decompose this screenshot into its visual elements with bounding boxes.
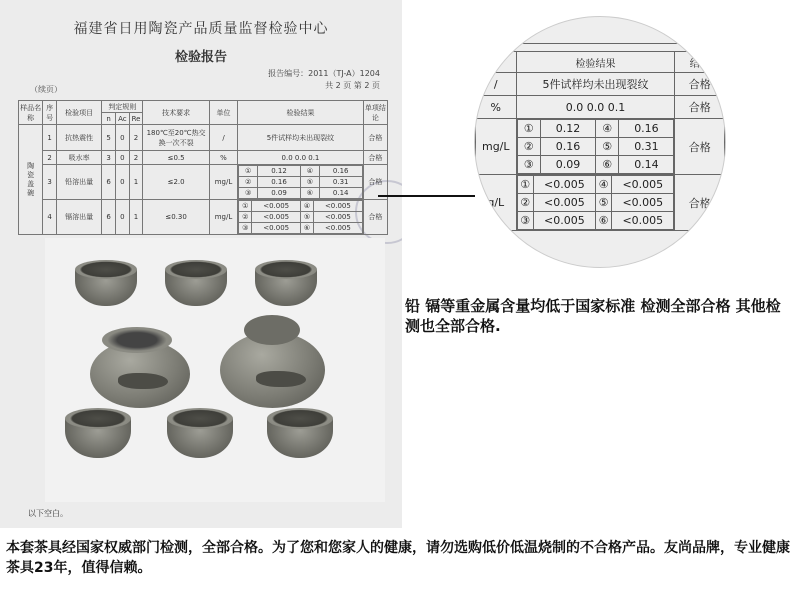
sub-value: <0.005 xyxy=(252,223,301,234)
zoom-magnifier xyxy=(474,16,726,268)
sub-index: ⑥ xyxy=(300,223,313,234)
row-unit: mg/L xyxy=(209,165,237,200)
zoom-row2-pass: 合格 xyxy=(675,96,725,119)
report-org-title: 福建省日用陶瓷产品质量监督检验中心 xyxy=(73,21,329,37)
sub-value: 0.31 xyxy=(619,138,674,156)
sub-index: ② xyxy=(517,194,533,212)
row-requirement: ≤0.5 xyxy=(143,151,209,165)
col-unit: 单位 xyxy=(209,101,237,125)
row-ac: 0 xyxy=(115,125,129,151)
table-row xyxy=(19,125,388,151)
sub-index: ⑤ xyxy=(595,194,611,212)
teacup xyxy=(65,408,131,458)
row-re: 1 xyxy=(129,165,143,200)
row-unit: % xyxy=(209,151,237,165)
sub-value: 0.16 xyxy=(619,120,674,138)
zoom-cd-subtable xyxy=(517,175,675,230)
sub-value: 0.16 xyxy=(258,177,301,188)
row-item: 抗热震性 xyxy=(56,125,101,151)
row-ac: 0 xyxy=(115,151,129,165)
sub-value: 0.14 xyxy=(619,156,674,174)
sub-index: ⑤ xyxy=(300,212,313,223)
row-requirement: ≤2.0 xyxy=(143,165,209,200)
sub-index: ④ xyxy=(300,201,313,212)
sub-index: ② xyxy=(517,138,540,156)
zoom-conclusion-header: 结论 xyxy=(675,52,725,73)
zoom-lead-subtable xyxy=(517,119,675,174)
teacup xyxy=(267,408,333,458)
row-conclusion: 合格 xyxy=(363,200,387,235)
zoom-row2-unit: % xyxy=(476,96,517,119)
sub-index: ③ xyxy=(517,156,540,174)
row-re: 2 xyxy=(129,125,143,151)
sub-index: ③ xyxy=(239,223,252,234)
zoom-lead-cell xyxy=(516,119,675,175)
continued-label: （续页） xyxy=(30,85,62,94)
zoom-result-header: 检验结果 xyxy=(516,52,675,73)
row-result: 0.0 0.0 0.1 xyxy=(238,151,363,165)
sub-index: ① xyxy=(239,201,252,212)
sub-value: 0.14 xyxy=(319,188,362,199)
sub-index: ⑤ xyxy=(595,138,618,156)
sub-value: <0.005 xyxy=(533,194,595,212)
row-ac: 0 xyxy=(115,165,129,200)
sub-value: 0.31 xyxy=(319,177,362,188)
row-seq: 2 xyxy=(43,151,57,165)
report-table xyxy=(18,100,388,235)
row-ac: 0 xyxy=(115,200,129,235)
row-n: 5 xyxy=(102,125,116,151)
sub-value: 0.09 xyxy=(258,188,301,199)
report-subtitle: 检验报告 xyxy=(174,50,227,65)
sub-index: ⑥ xyxy=(300,188,319,199)
sub-index: ③ xyxy=(517,212,533,230)
teapot xyxy=(220,313,325,408)
col-seq: 序号 xyxy=(43,101,57,125)
sub-index: ② xyxy=(239,177,258,188)
report-number: 报告编号：2011（TJ-A）1204 xyxy=(268,69,380,78)
row-conclusion: 合格 xyxy=(363,151,387,165)
sub-value: <0.005 xyxy=(314,223,363,234)
lead-result-cell xyxy=(238,165,363,200)
sub-value: <0.005 xyxy=(533,176,595,194)
row-re: 2 xyxy=(129,151,143,165)
heavy-metal-note: 铅 镉等重金属含量均低于国家标准 检测全部合格 其他检测也全部合格. xyxy=(405,297,781,335)
sub-value: 0.16 xyxy=(540,138,595,156)
bottom-statement: 本套茶具经国家权威部门检测，全部合格。为了您和您家人的健康，请勿选购低价低温烧制的不合格产品。友尚品牌，专业健康茶具23年，值得信赖。 xyxy=(6,540,790,576)
row-re: 1 xyxy=(129,200,143,235)
sub-value: <0.005 xyxy=(314,201,363,212)
table-row xyxy=(19,200,388,235)
teacup xyxy=(167,408,233,458)
zoom-lead-pass: 合格 xyxy=(675,119,725,175)
zoom-row2-result: 0.0 0.0 0.1 xyxy=(516,96,675,119)
sub-index: ④ xyxy=(300,166,319,177)
sub-index: ① xyxy=(517,120,540,138)
zoom-row1-result: 5件试样均未出现裂纹 xyxy=(516,73,675,96)
row-requirement: ≤0.30 xyxy=(143,200,209,235)
sub-value: 0.16 xyxy=(319,166,362,177)
fairness-pitcher xyxy=(90,323,190,408)
col-n: n xyxy=(102,113,116,125)
sub-index: ④ xyxy=(595,176,611,194)
sub-index: ① xyxy=(517,176,533,194)
row-result: 5件试样均未出现裂纹 xyxy=(238,125,363,151)
row-seq: 1 xyxy=(43,125,57,151)
sample-name-cell: 陶瓷盖碗 xyxy=(19,125,43,235)
row-item: 铅溶出量 xyxy=(56,165,101,200)
cadmium-result-cell xyxy=(238,200,363,235)
zoom-cd-pass: 合格 xyxy=(675,175,725,231)
sub-value: <0.005 xyxy=(314,212,363,223)
col-result: 检验结果 xyxy=(238,101,363,125)
teacup xyxy=(255,260,317,306)
row-requirement: 180℃至20℃热交换一次不裂 xyxy=(143,125,209,151)
zoom-lead-unit: mg/L xyxy=(476,119,517,175)
lead-result-subtable xyxy=(238,165,362,199)
sub-index: ⑥ xyxy=(595,156,618,174)
sub-index: ⑥ xyxy=(595,212,611,230)
row-item: 吸水率 xyxy=(56,151,101,165)
callout-line xyxy=(378,195,475,197)
sub-value: <0.005 xyxy=(612,194,674,212)
row-seq: 4 xyxy=(43,200,57,235)
sub-index: ③ xyxy=(239,188,258,199)
col-sample-name: 样品名称 xyxy=(19,101,43,125)
table-row xyxy=(19,165,388,200)
sub-value: 0.09 xyxy=(540,156,595,174)
sub-index: ④ xyxy=(595,120,618,138)
sub-value: 0.12 xyxy=(258,166,301,177)
row-unit: / xyxy=(209,125,237,151)
row-unit: mg/L xyxy=(209,200,237,235)
zoom-table: 检验结果 结论 / 5件试样均未出现裂纹 合格 % 0.0 0.0 0.1 合格 mg/L ① 0.12 ④ 0.16 ② 0.16 ⑤ 0.31 ③ 0.09 ⑥ 0.14 合格 g/L ① <0.005 ④ <0.005 ② <0.005 ⑤ <0.005 ③ <0.005 ⑥ <0.005 合格 xyxy=(475,51,725,231)
sub-value: 0.12 xyxy=(540,120,595,138)
tea-set-photo xyxy=(45,238,385,502)
teacup xyxy=(165,260,227,306)
test-report-document xyxy=(0,0,402,528)
sub-value: <0.005 xyxy=(533,212,595,230)
col-re: Re xyxy=(129,113,143,125)
row-n: 6 xyxy=(102,165,116,200)
sub-index: ② xyxy=(239,212,252,223)
page-info: 共 2 页 第 2 页 xyxy=(325,81,380,90)
zoom-row1-pass: 合格 xyxy=(675,73,725,96)
row-conclusion: 合格 xyxy=(363,125,387,151)
sub-value: <0.005 xyxy=(252,212,301,223)
row-conclusion: 合格 xyxy=(363,165,387,200)
table-row xyxy=(19,151,388,165)
row-item: 镉溶出量 xyxy=(56,200,101,235)
sub-value: <0.005 xyxy=(252,201,301,212)
teacup xyxy=(75,260,137,306)
col-requirement: 技术要求 xyxy=(143,101,209,125)
col-judgement: 判定规则 xyxy=(102,101,143,113)
row-n: 6 xyxy=(102,200,116,235)
report-footer: 以下空白。 xyxy=(28,509,68,518)
col-ac: Ac xyxy=(115,113,129,125)
col-item: 检验项目 xyxy=(56,101,101,125)
sub-value: <0.005 xyxy=(612,176,674,194)
col-conclusion: 单项结论 xyxy=(363,101,387,125)
cadmium-result-subtable xyxy=(238,200,362,234)
row-seq: 3 xyxy=(43,165,57,200)
row-n: 3 xyxy=(102,151,116,165)
zoom-cd-cell xyxy=(516,175,675,231)
sub-index: ① xyxy=(239,166,258,177)
zoom-cd-unit: g/L xyxy=(476,175,517,231)
sub-index: ⑤ xyxy=(300,177,319,188)
sub-value: <0.005 xyxy=(612,212,674,230)
